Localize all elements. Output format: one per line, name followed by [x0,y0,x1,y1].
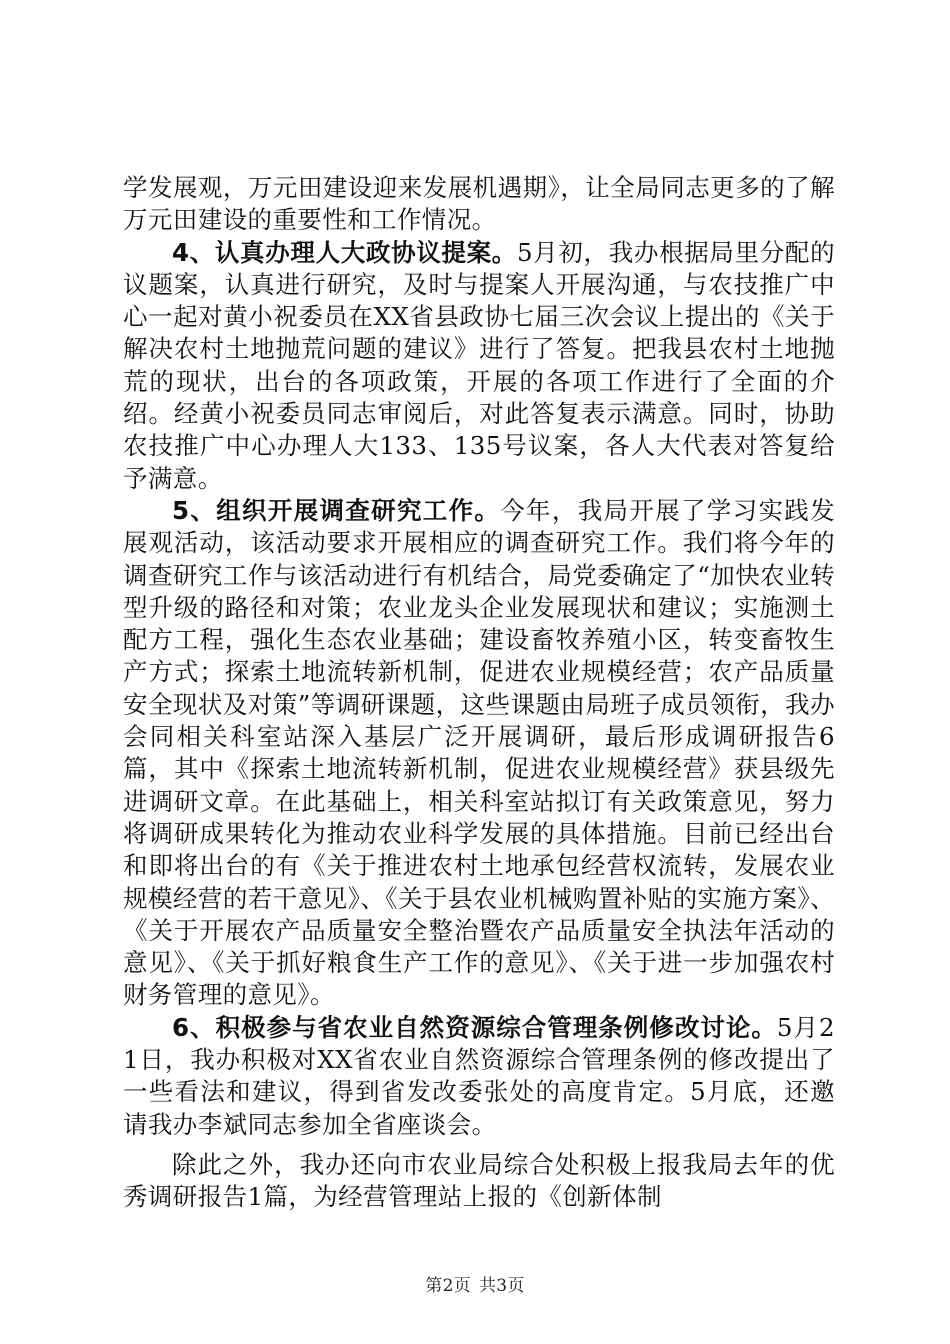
item-5-body: 今年，我局开展了学习实践发展观活动，该活动要求开展相应的调查研究工作。我们将今年的调查研究工作与该活动进行有机结合，局党委确定了“加快农业转型升级的路径和对策；农业龙头企业发展现状和建议；实施测土配方工程，强化生态农业基础；建设畜牧养殖小区，转变畜牧生产方式；探索土地流转新机制，促进农业规模经营；农产品质量安全现状及对策”等调研课题，这些课题由局班子成员领衔，我办会同相关科室站深入基层广泛开展调研，最后形成调研报告6篇，其中《探索土地流转新机制，促进农业规模经营》获县级先进调研文章。在此基础上，相关科室站拟订有关政策意见，努力将调研成果转化为推动农业科学发展的具体措施。目前已经出台和即将出台的有《关于推进农村土地承包经营权流转，发展农业规模经营的若干意见》、《关于县农业机械购置补贴的实施方案》、《关于开展农产品质量安全整治暨农产品质量安全执法年活动的意见》、《关于抓好粮食生产工作的意见》、《关于进一步加强农村财务管理的意见》。 [123,495,835,1010]
document-body [123,172,835,1214]
paragraph-item-5 [123,495,835,1012]
item-6-body: 5月21日，我办积极对XX省农业自然资源综合管理条例的修改提出了一些看法和建议，得到省发改委张处的高度肯定。5月底，还邀请我办李斌同志参加全省座谈会。 [123,1012,835,1139]
page-number: 第2页 [425,1276,471,1296]
paragraph-continuation: 学发展观，万元田建设迎来发展机遇期》，让全局同志更多的了解万元田建设的重要性和工作情况。 [123,173,835,235]
page-total: 共3页 [479,1276,525,1296]
item-4-heading: 4、认真办理人大政协议提案。 [172,237,517,267]
paragraph-item-4 [123,237,835,495]
page-footer [0,1271,950,1296]
item-5-heading: 5、组织开展调查研究工作。 [172,495,501,525]
item-6-heading: 6、积极参与省农业自然资源综合管理条例修改讨论。 [172,1012,777,1042]
item-4-body: 5月初，我办根据局里分配的议题案，认真进行研究，及时与提案人开展沟通，与农技推广中心一起对黄小祝委员在XX省县政协七届三次会议上提出的《关于解决农村土地抛荒问题的建议》进行了答复。把我县农村土地抛荒的现状，出台的各项政策，开展的各项工作进行了全面的介绍。经黄小祝委员同志审阅后，对此答复表示满意。同时，协助农技推广中心办理人大133、135号议案，各人大代表对答复给予满意。 [123,237,835,493]
paragraph-closing: 除此之外，我办还向市农业局综合处积极上报我局去年的优秀调研报告1篇，为经营管理站上报的《创新体制 [123,1149,835,1212]
paragraph-item-6 [123,1012,835,1141]
